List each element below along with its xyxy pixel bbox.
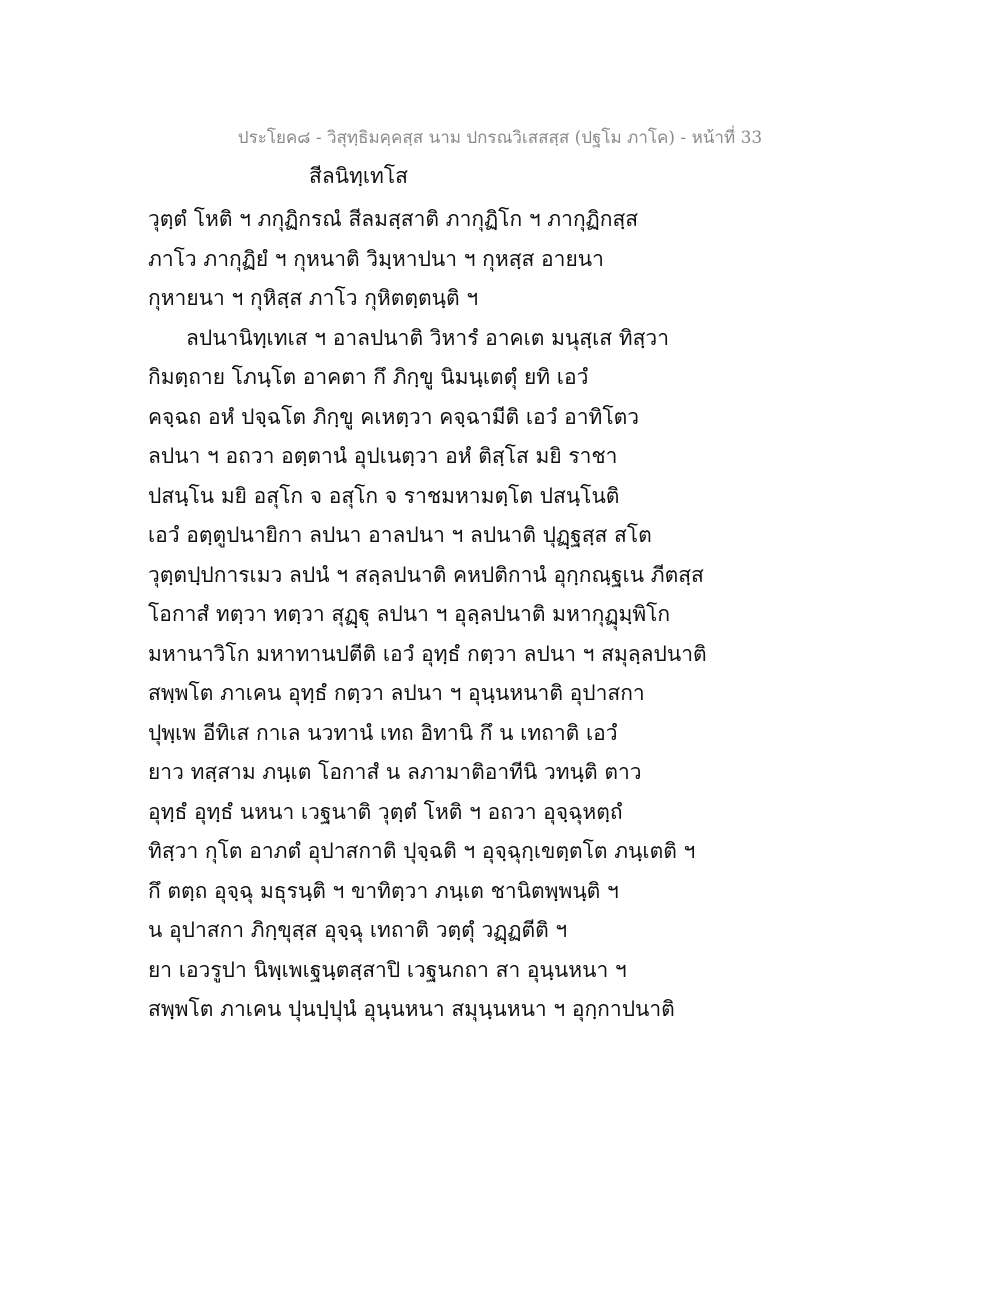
- text-line: สพฺพโต ภาเคน อุทฺธํ กตฺวา ลปนา ฯ อุนฺนหนาติ อุปาสกา: [148, 681, 645, 705]
- section-title: สีลนิทฺเทโส: [309, 164, 409, 188]
- text-line: สพฺพโต ภาเคน ปุนปฺปุนํ อุนฺนหนา สมุนฺนหนา ฯ อุกฺกาปนาติ: [148, 997, 675, 1021]
- text-line-paragraph-start: ลปนานิทฺเทเส ฯ อาลปนาติ วิหารํ อาคเต มนุสฺเส ทิสฺวา: [186, 325, 670, 350]
- text-line: ยา เอวรูปา นิพฺเพเฐนฺตสฺสาปิ เวฐนกถา สา อุนฺนหนา ฯ: [148, 957, 627, 982]
- text-line: ภาโว ภากุฏิยํ ฯ กุหนาติ วิมฺหาปนา ฯ กุหสฺส อายนา: [148, 246, 604, 271]
- text-line: น อุปาสกา ภิกฺขุสฺส อุจฺฉุ เทถาติ วตฺตุํ วฏฺฏตีติ ฯ: [148, 918, 568, 942]
- body-text: [148, 200, 848, 1030]
- text-line: ปุพฺเพ อีทิเส กาเล นวทานํ เทถ อิทานิ กึ น เทถาติ เอวํ: [148, 720, 618, 745]
- text-line: ปสนฺโน มยิ อสุโก จ อสุโก จ ราชมหามตฺโต ปสนฺโนติ: [148, 483, 620, 508]
- text-line: กึ ตตฺถ อุจฺฉุ มธุรนฺติ ฯ ขาทิตฺวา ภนฺเต ชานิตพฺพนฺติ ฯ: [148, 878, 619, 903]
- text-line: คจฺฉถ อหํ ปจฺฉโต ภิกฺขู คเหตฺวา คจฺฉามีติ เอวํ อาทิโตว: [148, 404, 640, 429]
- text-line: กิมตฺถาย โภนฺโต อาคตา กึ ภิกฺขู นิมนฺเตตุํ ยทิ เอวํ: [148, 365, 589, 389]
- text-line: วุตฺตํ โหติ ฯ ภกุฏิกรณํ สีลมสฺสาติ ภากุฏิโก ฯ ภากุฏิกสฺส: [148, 207, 639, 231]
- text-line: เอวํ อตฺตูปนายิกา ลปนา อาลปนา ฯ ลปนาติ ปุฏฺฐสฺส สโต: [148, 523, 652, 547]
- text-line: มหานาวิโก มหาทานปตีติ เอวํ อุทฺธํ กตฺวา ลปนา ฯ สมุลฺลปนาติ: [148, 641, 707, 666]
- text-line: ลปนา ฯ อถวา อตฺตานํ อุปเนตฺวา อหํ ติสฺโส มยิ ราชา: [148, 444, 618, 468]
- text-line: ยาว ทสฺสาม ภนฺเต โอกาสํ น ลภามาติอาทีนิ วทนฺติ ตาว: [148, 760, 642, 784]
- text-line: วุตฺตปฺปการเมว ลปนํ ฯ สลฺลปนาติ คหปติกานํ อุกฺกณฺฐเน ภีตสฺส: [148, 562, 704, 587]
- text-line: ทิสฺวา กุโต อาภตํ อุปาสกาติ ปุจฺฉติ ฯ อุจฺฉุกฺเขตฺตโต ภนฺเตติ ฯ: [148, 839, 696, 863]
- text-line: กุหายนา ฯ กุหิสฺส ภาโว กุหิตตฺตนฺติ ฯ: [148, 286, 479, 310]
- running-header: ประโยค๘ - วิสุทฺธิมคฺคสฺส นาม ปกรณวิเสสสฺส (ปฐโม ภาโค) - หน้าที่ 33: [237, 128, 763, 148]
- text-line: โอกาสํ ทตฺวา ทตฺวา สุฏฺฐุ ลปนา ฯ อุลฺลปนาติ มหากุฏุมฺพิโก: [148, 602, 671, 626]
- text-line: อุทฺธํ อุทฺธํ นหนา เวฐนาติ วุตฺตํ โหติ ฯ อถวา อุจฺฉุหตฺถํ: [148, 799, 623, 824]
